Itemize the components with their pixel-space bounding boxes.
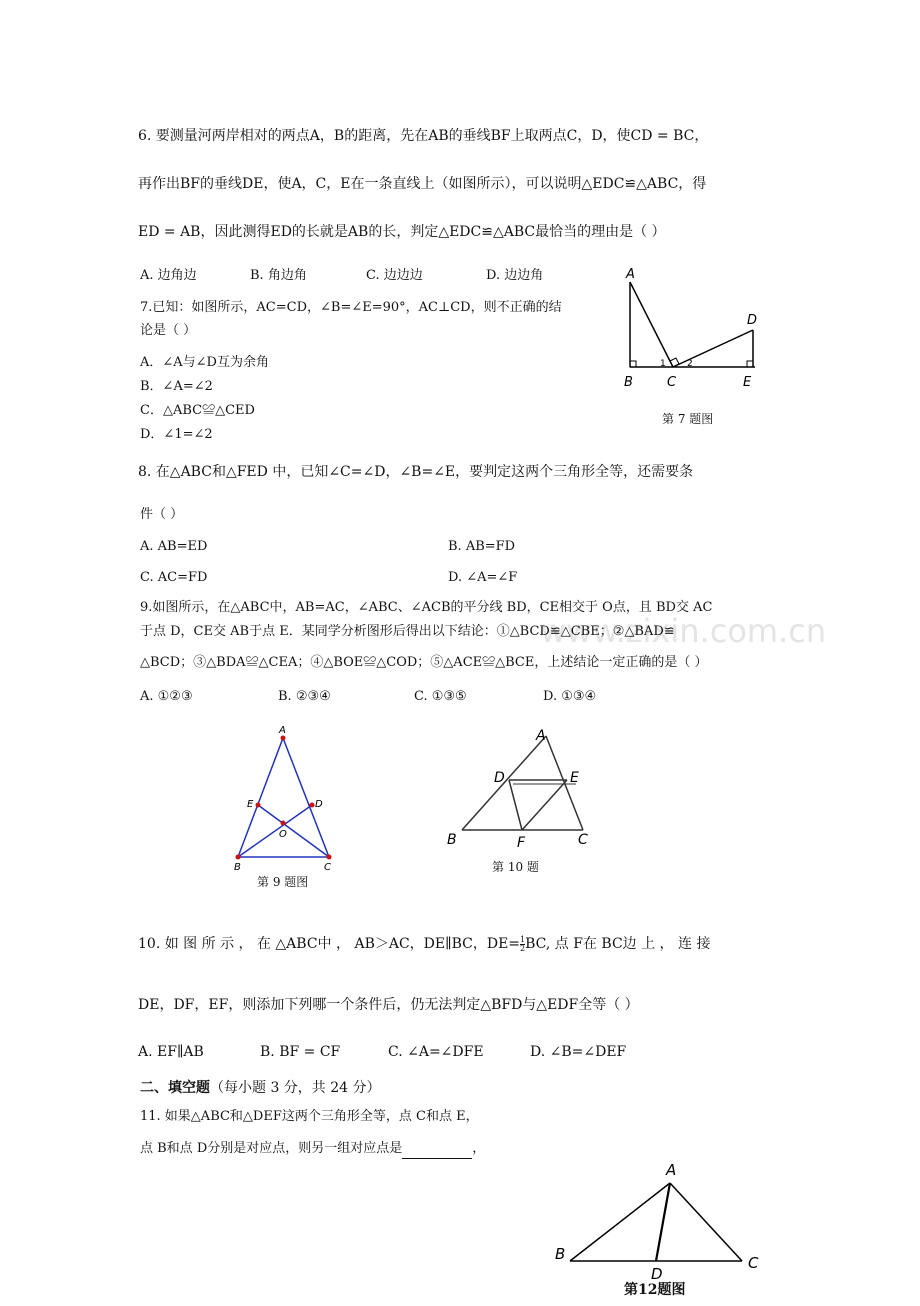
q8-option-b: B. AB=FD: [448, 539, 516, 554]
q6-option-b: B. 角边角: [250, 268, 307, 283]
q7-label-2: 2: [687, 359, 693, 369]
q10-label-d: D: [494, 770, 505, 786]
section2-heading: [140, 1078, 381, 1098]
q6-option-c: C. 边边边: [366, 268, 423, 283]
q9-label-d: D: [315, 799, 323, 810]
section2-title: 二、填空题: [140, 1080, 210, 1096]
q8-option-a: A. AB=ED: [140, 539, 208, 554]
q7-label-c: C: [667, 375, 677, 390]
q10-fraction: $\frac{1}{2}$: [520, 934, 526, 953]
q6-line3: ED = AB，因此测得ED的长就是AB的长，判定△EDC≌△ABC最恰当的理由是（ ）: [138, 224, 666, 240]
q7-option-a: A．∠A与∠D互为余角: [140, 355, 269, 370]
q7-figure: [615, 262, 775, 406]
q10-option-d: D. ∠B=∠DEF: [530, 1044, 627, 1060]
q10-line2: DE，DF，EF，则添加下列哪一个条件后，仍无法判定△BFD与△EDF全等（ ）: [138, 997, 639, 1013]
q9-line1: 9.如图所示，在△ABC中，AB=AC，∠ABC、∠ACB的平分线 BD，CE相交于 O点，且 BD交 AC: [140, 600, 713, 615]
q9-label-b: B: [234, 862, 241, 872]
section2-note: （每小题 3 分，共 24 分）: [210, 1080, 381, 1096]
q7-label-a: A: [626, 267, 635, 282]
q12-label-b: B: [555, 1245, 566, 1263]
q12-label-d: D: [651, 1265, 663, 1283]
q10-option-b: B. BF = CF: [260, 1044, 341, 1060]
q6-line2: 再作出BF的垂线DE，使A，C，E在一条直线上（如图所示），可以说明△EDC≌△ABC，得: [138, 176, 707, 192]
q10-figure-caption: 第 10 题: [492, 860, 539, 874]
q8-line2: 件（ ）: [140, 507, 184, 522]
q9-option-d: D. ①③④: [543, 689, 597, 704]
q12-label-a: A: [666, 1161, 677, 1179]
q7-option-c: C．△ABC≌△CED: [140, 403, 255, 418]
q11-line2: 点 B和点 D分别是对应点，则另一组对应点是 ，: [140, 1139, 485, 1159]
q9-line2: 于点 D，CE交 AB于点 E．某同学分析图形后得出以下结论：①△BCD≌△CBE；②△BAD≌: [140, 624, 675, 639]
q7-label-b: B: [624, 375, 633, 390]
q10-line1-pre: 10. 如 图 所 示 ， 在 △ABC中 ， AB＞AC，DE∥BC，DE=: [138, 936, 521, 952]
q7-line1: 7.已知：如图所示，AC=CD，∠B=∠E=90°，AC⊥CD，则不正确的结: [140, 300, 562, 315]
q7-line2: 论是（ ）: [140, 323, 197, 338]
q7-label-e: E: [743, 375, 752, 390]
q9-option-b: B. ②③④: [278, 689, 331, 704]
q10-option-c: C. ∠A=∠DFE: [388, 1044, 484, 1060]
q10-figure: [440, 722, 610, 856]
q7-option-d: D．∠1=∠2: [140, 427, 213, 442]
q6-option-a: A. 边角边: [140, 268, 197, 283]
q7-label-d: D: [747, 313, 758, 328]
q7-option-b: B．∠A=∠2: [140, 379, 213, 394]
q10-label-b: B: [447, 832, 457, 848]
q8-line1: 8. 在△ABC和△FED 中，已知∠C=∠D，∠B=∠E，要判定这两个三角形全等，还需要条: [138, 464, 694, 480]
q10-line1: [138, 934, 710, 954]
q6-line1: 6. 要测量河两岸相对的两点A，B的距离，先在AB的垂线BF上取两点C，D，使CD = BC，: [138, 128, 709, 144]
q7-label-1: 1: [660, 359, 666, 369]
q9-figure: [226, 718, 342, 876]
q10-option-a: A. EF∥AB: [138, 1044, 204, 1060]
q10-line1-post: BC, 点 F在 BC边 上 ， 连 接: [525, 936, 711, 952]
q8-option-d: D. ∠A=∠F: [448, 570, 518, 585]
q12-label-c: C: [748, 1254, 759, 1272]
q9-label-e: E: [247, 799, 254, 810]
q12-figure-caption: 第12题图: [624, 1282, 686, 1298]
q11-answer-blank[interactable]: [402, 1144, 472, 1159]
q10-label-c: C: [578, 832, 588, 848]
q11-line1: 11. 如果△ABC和△DEF这两个三角形全等，点 C和点 E，: [140, 1109, 479, 1124]
q9-label-o: O: [279, 829, 287, 840]
q10-label-f: F: [517, 835, 526, 851]
watermark: www.zixin.com.cn: [540, 612, 827, 650]
q6-option-d: D. 边边角: [486, 268, 544, 283]
q9-figure-caption: 第 9 题图: [257, 875, 309, 889]
q9-line3: △BCD；③△BDA≌△CEA；④△BOE≌△COD；⑤△ACE≌△BCE，上述结论一定正确的是（ ）: [140, 655, 708, 670]
q9-option-c: C. ①③⑤: [414, 689, 467, 704]
q9-label-a: A: [279, 725, 286, 736]
q9-option-a: A. ①②③: [140, 689, 193, 704]
q10-label-a: A: [536, 728, 546, 744]
q7-figure-caption: 第 7 题图: [662, 412, 714, 426]
q10-label-e: E: [570, 770, 579, 786]
q8-option-c: C. AC=FD: [140, 570, 208, 585]
q9-label-c: C: [324, 862, 331, 872]
